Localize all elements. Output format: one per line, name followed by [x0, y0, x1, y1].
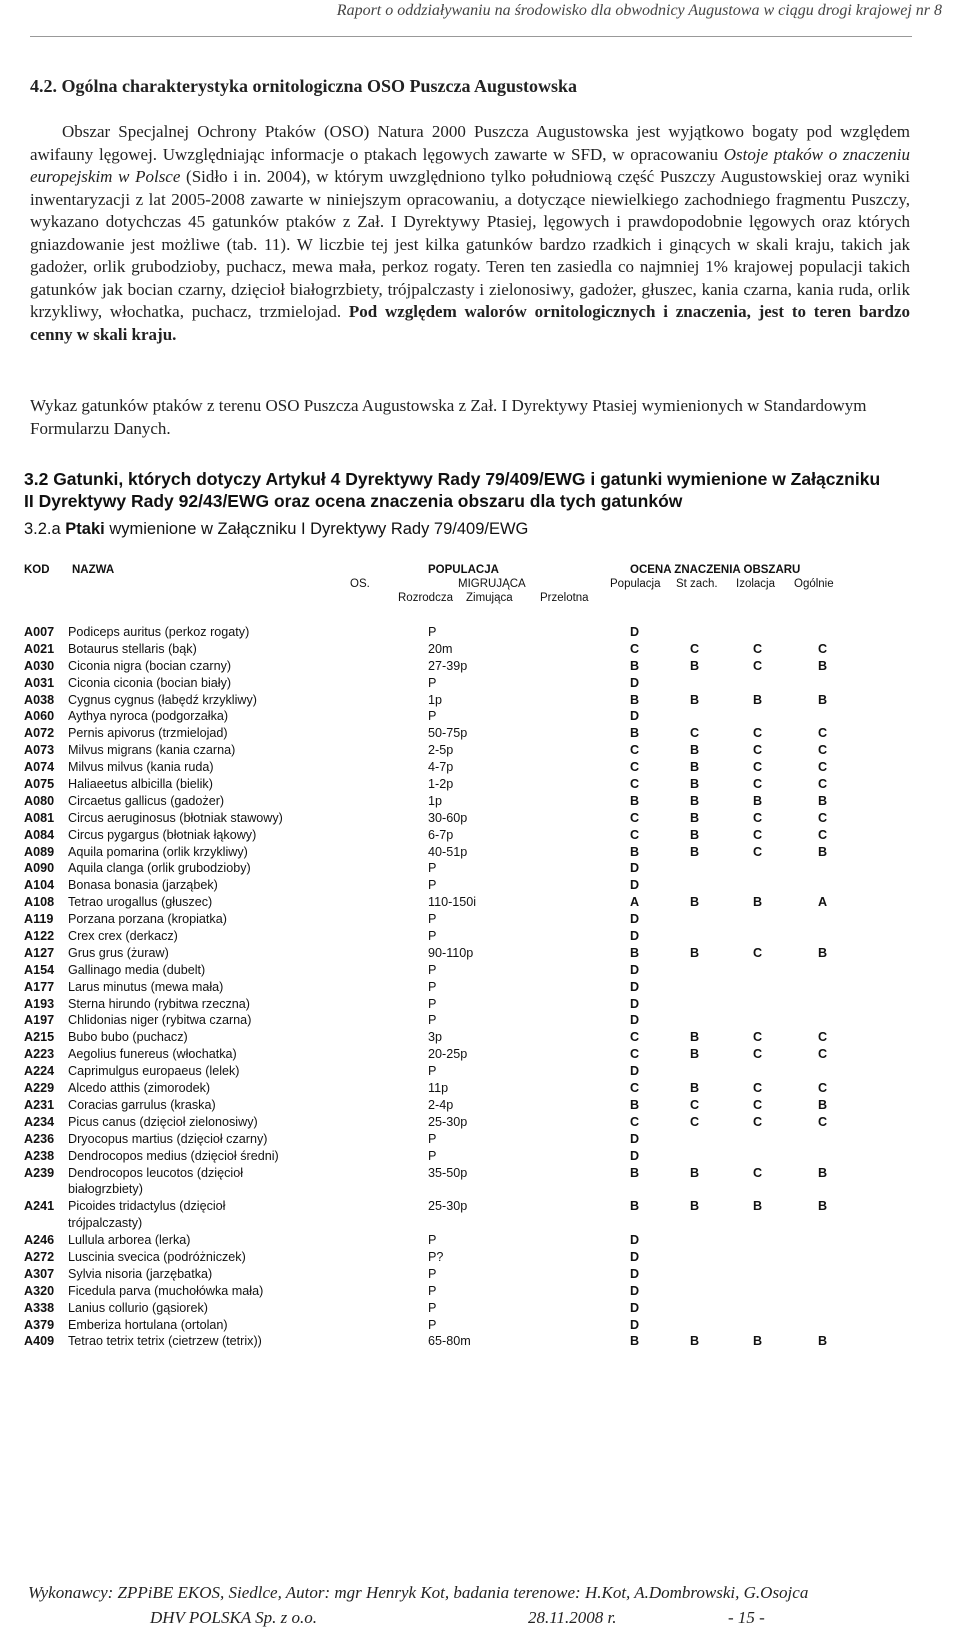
species-code: A075 [24, 777, 55, 792]
assessment-global: A [818, 895, 828, 910]
assessment-conservation: B [690, 1047, 700, 1062]
population-value: 1-2p [428, 777, 454, 792]
table-row [18, 1012, 914, 1029]
intro-text-a: Obszar Specjalnej Ochrony Ptaków (OSO) Natura 2000 Puszcza Augustowska jest wyjątkowo bogaty pod względem awifauny lęgowej. Uwzględniając informacje o ptakach lęgowych zawarte w SFD, w opracowaniu [30, 122, 910, 164]
assessment-isolation: C [753, 760, 763, 775]
assessment-global: C [818, 810, 828, 825]
assessment-conservation: B [690, 777, 700, 792]
assessment-isolation: C [753, 945, 763, 960]
assessment-population: D [630, 912, 640, 927]
species-code: A038 [24, 692, 55, 707]
species-code: A379 [24, 1317, 55, 1332]
assessment-global: B [818, 658, 828, 673]
population-value: P [428, 996, 437, 1011]
assessment-population: C [630, 760, 640, 775]
table-row [18, 1283, 914, 1300]
species-code: A073 [24, 743, 55, 758]
species-code: A074 [24, 760, 55, 775]
table-row [18, 979, 914, 996]
species-name: Ciconia ciconia (bocian biały) [68, 675, 232, 690]
assessment-population: D [630, 1300, 640, 1315]
species-name: Circaetus gallicus (gadożer) [68, 793, 225, 808]
col-header-o-ogolnie: Ogólnie [794, 578, 834, 590]
table-row [18, 1198, 914, 1232]
assessment-population: D [630, 878, 640, 893]
list-intro-paragraph: Wykaz gatunków ptaków z terenu OSO Puszcza Augustowska z Zał. I Dyrektywy Ptasiej wymienionych w Standardowym Formularzu Danych. [30, 396, 867, 438]
assessment-global: C [818, 726, 828, 741]
species-code: A154 [24, 962, 55, 977]
assessment-population: D [630, 1233, 640, 1248]
assessment-population: D [630, 962, 640, 977]
assessment-conservation: B [690, 810, 700, 825]
population-value: P [428, 1283, 437, 1298]
assessment-global: B [818, 1334, 828, 1349]
col-header-o-izolacja: Izolacja [736, 578, 775, 590]
population-value: P [428, 878, 437, 893]
assessment-conservation: B [690, 658, 700, 673]
assessment-isolation: C [753, 844, 763, 859]
table-row [18, 894, 914, 911]
assessment-conservation: B [690, 1081, 700, 1096]
table-row [18, 725, 914, 742]
population-value: 2-4p [428, 1097, 454, 1112]
species-code: A122 [24, 929, 55, 944]
species-code: A031 [24, 675, 55, 690]
species-name: Bonasa bonasia (jarząbek) [68, 878, 218, 893]
footer-page-number: - 15 - [728, 1608, 765, 1627]
assessment-population: B [630, 726, 640, 741]
table-row [18, 793, 914, 810]
population-value: 6-7p [428, 827, 454, 842]
assessment-population: C [630, 1030, 640, 1045]
assessment-conservation: B [690, 844, 700, 859]
population-value: P [428, 912, 437, 927]
assessment-population: D [630, 709, 640, 724]
species-name: Coracias garrulus (kraska) [68, 1097, 216, 1112]
population-value: P [428, 1131, 437, 1146]
species-code: A108 [24, 895, 55, 910]
species-name: Porzana porzana (kropiatka) [68, 912, 227, 927]
assessment-isolation: C [753, 827, 763, 842]
assessment-population: B [630, 692, 640, 707]
assessment-population: D [630, 1249, 640, 1264]
population-value: 2-5p [428, 743, 454, 758]
assessment-isolation: C [753, 1081, 763, 1096]
assessment-global: C [818, 641, 828, 656]
species-name: Aquila pomarina (orlik krzykliwy) [68, 844, 248, 859]
col-header-przelotna: Przelotna [540, 592, 589, 604]
species-name: Larus minutus (mewa mała) [68, 979, 224, 994]
col-header-o-populacja: Populacja [610, 578, 661, 590]
table-row [18, 1097, 914, 1114]
table-row [18, 1232, 914, 1249]
population-value: P [428, 709, 437, 724]
assessment-population: C [630, 1081, 640, 1096]
assessment-population: D [630, 1283, 640, 1298]
species-code: A307 [24, 1266, 55, 1281]
species-code: A060 [24, 709, 55, 724]
assessment-population: B [630, 793, 640, 808]
species-name: Picus canus (dzięcioł zielonosiwy) [68, 1114, 258, 1129]
population-value: 110-150i [428, 895, 477, 910]
assessment-isolation: C [753, 810, 763, 825]
population-value: P [428, 1148, 437, 1163]
table-row [18, 658, 914, 675]
species-code: A089 [24, 844, 55, 859]
species-name: Dendrocopos leucotos (dzięcioł białogrzbiety) [68, 1165, 244, 1197]
col-header-os: OS. [350, 578, 370, 590]
assessment-isolation: C [753, 658, 763, 673]
footer-authors: Wykonawcy: ZPPiBE EKOS, Siedlce, Autor: mgr Henryk Kot, badania terenowe: H.Kot, A.Dombrowski, G.Osojca [28, 1583, 809, 1602]
table-row [18, 1148, 914, 1165]
col-header-kod: KOD [24, 564, 50, 576]
assessment-population: D [630, 1064, 640, 1079]
species-code: A177 [24, 979, 55, 994]
assessment-isolation: B [753, 895, 763, 910]
table-row [18, 1300, 914, 1317]
species-code: A238 [24, 1148, 55, 1163]
table-row [18, 708, 914, 725]
assessment-global: B [818, 1097, 828, 1112]
population-value: P [428, 1064, 437, 1079]
col-header-migrujaca: MIGRUJĄCA [458, 578, 526, 590]
assessment-global: C [818, 827, 828, 842]
species-name: Grus grus (żuraw) [68, 945, 169, 960]
assessment-conservation: B [690, 760, 700, 775]
assessment-population: D [630, 1317, 640, 1332]
assessment-conservation: B [690, 692, 700, 707]
species-name: Haliaeetus albicilla (bielik) [68, 777, 213, 792]
assessment-isolation: C [753, 1165, 763, 1180]
table-row [18, 759, 914, 776]
species-name: Pernis apivorus (trzmielojad) [68, 726, 228, 741]
population-value: 35-50p [428, 1165, 468, 1180]
species-name: Sylvia nisoria (jarzębatka) [68, 1266, 213, 1281]
population-value: 11p [428, 1081, 449, 1096]
intro-paragraph [30, 121, 910, 346]
table-row [18, 945, 914, 962]
intro-text-title: Ostoje ptaków o znaczeniu europejskim w Polsce [30, 144, 910, 186]
population-value: 30-60p [428, 810, 468, 825]
assessment-population: D [630, 979, 640, 994]
assessment-population: C [630, 743, 640, 758]
species-name: Botaurus stellaris (bąk) [68, 641, 197, 656]
species-name: Gallinago media (dubelt) [68, 962, 206, 977]
assessment-conservation: B [690, 827, 700, 842]
assessment-isolation: C [753, 1097, 763, 1112]
species-code: A081 [24, 810, 55, 825]
species-name: Lanius collurio (gąsiorek) [68, 1300, 208, 1315]
assessment-population: D [630, 1013, 640, 1028]
table-row [18, 911, 914, 928]
page-header: Raport o oddziaływaniu na środowisko dla obwodnicy Augustowa w ciągu drogi krajowej nr 8 [336, 2, 942, 19]
assessment-conservation: B [690, 1030, 700, 1045]
species-name: Dendrocopos medius (dzięcioł średni) [68, 1148, 279, 1163]
species-code: A234 [24, 1114, 55, 1129]
species-code: A241 [24, 1199, 55, 1214]
species-name: Aegolius funereus (włochatka) [68, 1047, 237, 1062]
section-title: 4.2. Ogólna charakterystyka ornitologiczna OSO Puszcza Augustowska [30, 76, 578, 96]
assessment-global: B [818, 844, 828, 859]
population-value: P [428, 979, 437, 994]
assessment-population: B [630, 1097, 640, 1112]
table-row [18, 827, 914, 844]
table-row [18, 692, 914, 709]
assessment-conservation: B [690, 1334, 700, 1349]
species-name: Dryocopus martius (dzięcioł czarny) [68, 1131, 268, 1146]
population-value: 40-51p [428, 844, 468, 859]
footer-company: DHV POLSKA Sp. z o.o. [150, 1608, 318, 1627]
species-name: Circus pygargus (błotniak łąkowy) [68, 827, 257, 842]
species-name: Circus aeruginosus (błotniak stawowy) [68, 810, 283, 825]
assessment-population: B [630, 1165, 640, 1180]
assessment-isolation: C [753, 1114, 763, 1129]
header-divider [30, 36, 912, 37]
population-value: 27-39p [428, 658, 468, 673]
table-row [18, 928, 914, 945]
table-row [18, 810, 914, 827]
scanned-species-table [18, 450, 914, 1435]
assessment-global: C [818, 760, 828, 775]
table-row [18, 742, 914, 759]
species-name: Ciconia nigra (bocian czarny) [68, 658, 232, 673]
population-value: 1p [428, 692, 443, 707]
population-value: P [428, 929, 437, 944]
population-value: 25-30p [428, 1114, 468, 1129]
assessment-population: D [630, 1266, 640, 1281]
assessment-isolation: C [753, 743, 763, 758]
species-code: A409 [24, 1334, 55, 1349]
species-code: A223 [24, 1047, 55, 1062]
table-row [18, 996, 914, 1013]
assessment-global: C [818, 1047, 828, 1062]
assessment-global: B [818, 692, 828, 707]
species-name: Sterna hirundo (rybitwa rzeczna) [68, 996, 250, 1011]
population-value: 50-75p [428, 726, 468, 741]
species-name: Milvus milvus (kania ruda) [68, 760, 214, 775]
assessment-global: C [818, 1030, 828, 1045]
population-value: P [428, 1233, 437, 1248]
population-value: P [428, 1266, 437, 1281]
assessment-global: B [818, 945, 828, 960]
species-name: Emberiza hortulana (ortolan) [68, 1317, 228, 1332]
assessment-conservation: B [690, 895, 700, 910]
assessment-global: B [818, 1165, 828, 1180]
intro-text-c: (Sidło i in. 2004), w którym uwzględniono tylko południową część Puszczy Augustowskiej oraz wyniki inwentaryzacji z lat 2005-2008 zawarte w niniejszym opracowaniu, a dotyczące niewielkiego zachodniego fragmentu Puszczy, wykazano dotychczas 45 gatunków ptaków z Zał. I Dyrektywy Ptasiej, lęgowych i prawdopodobnie lęgowych oraz których gniazdowanie jest możliwe (tab. 11). W liczbie tej jest kilka gatunków bardzo rzadkich i ginących w skali kraju, takich jak gadożer, orlik grubodzioby, puchacz, mewa mała, perkoz rogaty. Teren ten zasiedla co najmniej 1% krajowej populacji takich gatunków jak bocian czarny, dzięcioł białogrzbiety, trójpalczasty i zielonosiwy, gadożer, głuszec, kania czarna, kania ruda, orlik krzykliwy, włochatka, puchacz, trzmielojad. [30, 167, 910, 321]
col-header-zimujaca: Zimująca [466, 592, 513, 604]
assessment-population: C [630, 827, 640, 842]
assessment-isolation: B [753, 1199, 763, 1214]
species-name: Cygnus cygnus (łabędź krzykliwy) [68, 692, 257, 707]
assessment-population: C [630, 810, 640, 825]
population-value: P [428, 861, 437, 876]
assessment-population: D [630, 929, 640, 944]
population-value: P [428, 1013, 437, 1028]
table-section-title: 3.2 Gatunki, których dotyczy Artykuł 4 Dyrektywy Rady 79/409/EWG i gatunki wymienione w Załączniku II Dyrektywy Rady 92/43/EWG oraz ocena znaczenia obszaru dla tych gatunków [24, 469, 881, 511]
species-code: A236 [24, 1131, 55, 1146]
species-code: A127 [24, 945, 55, 960]
assessment-conservation: B [690, 1199, 700, 1214]
species-code: A215 [24, 1030, 55, 1045]
species-name: Ficedula parva (muchołówka mała) [68, 1283, 264, 1298]
table-row [18, 1266, 914, 1283]
species-name: Tetrao urogallus (głuszec) [68, 895, 213, 910]
assessment-population: C [630, 1047, 640, 1062]
species-name: Milvus migrans (kania czarna) [68, 743, 236, 758]
assessment-conservation: C [690, 726, 700, 741]
table-row [18, 1165, 914, 1199]
assessment-global: C [818, 1081, 828, 1096]
population-value: P [428, 1317, 437, 1332]
table-row [18, 844, 914, 861]
assessment-population: C [630, 641, 640, 656]
table-row [18, 1333, 914, 1350]
assessment-population: B [630, 844, 640, 859]
assessment-conservation: C [690, 1114, 700, 1129]
assessment-global: C [818, 1114, 828, 1129]
population-value: P? [428, 1249, 444, 1264]
population-value: P [428, 675, 437, 690]
assessment-population: D [630, 625, 640, 639]
assessment-population: C [630, 777, 640, 792]
species-code: A072 [24, 726, 55, 741]
table-row [18, 1114, 914, 1131]
assessment-global: C [818, 777, 828, 792]
table-row [18, 624, 914, 641]
species-name: Podiceps auritus (perkoz rogaty) [68, 625, 250, 639]
table-subtitle: 3.2.a Ptaki wymienione w Załączniku I Dyrektywy Rady 79/409/EWG [24, 520, 529, 538]
population-value: 90-110p [428, 945, 474, 960]
assessment-global: C [818, 743, 828, 758]
species-code: A231 [24, 1097, 55, 1112]
assessment-population: D [630, 1148, 640, 1163]
intro-text-conclusion: Pod względem walorów ornitologicznych i znaczenia, jest to teren bardzo cenny w skali kraju. [30, 302, 910, 344]
species-code: A080 [24, 793, 55, 808]
species-code: A030 [24, 658, 55, 673]
assessment-population: A [630, 895, 640, 910]
assessment-conservation: C [690, 641, 700, 656]
assessment-conservation: B [690, 945, 700, 960]
population-value: P [428, 1300, 437, 1315]
table-row [18, 1249, 914, 1266]
species-name: Tetrao tetrix tetrix (cietrzew (tetrix)) [68, 1334, 262, 1349]
species-code: A104 [24, 878, 55, 893]
col-header-rozrodcza: Rozrodcza [398, 592, 453, 604]
assessment-isolation: C [753, 1047, 763, 1062]
population-value: 1p [428, 793, 443, 808]
species-code: A272 [24, 1249, 55, 1264]
species-code: A320 [24, 1283, 55, 1298]
table-row [18, 776, 914, 793]
assessment-isolation: C [753, 1030, 763, 1045]
species-code: A090 [24, 861, 55, 876]
species-code: A338 [24, 1300, 55, 1315]
col-header-ocena: OCENA ZNACZENIA OBSZARU [630, 564, 801, 576]
species-code: A239 [24, 1165, 55, 1180]
population-value: 3p [428, 1030, 443, 1045]
table-row [18, 877, 914, 894]
assessment-population: D [630, 996, 640, 1011]
population-value: P [428, 962, 437, 977]
table-row [18, 962, 914, 979]
table-row [18, 1063, 914, 1080]
table-row [18, 860, 914, 877]
assessment-population: B [630, 945, 640, 960]
species-name: Caprimulgus europaeus (lelek) [68, 1064, 240, 1079]
species-name: Alcedo atthis (zimorodek) [68, 1081, 211, 1096]
population-value: 25-30p [428, 1199, 468, 1214]
table-row [18, 675, 914, 692]
species-name: Lullula arborea (lerka) [68, 1233, 191, 1248]
species-code: A246 [24, 1233, 55, 1248]
assessment-population: B [630, 658, 640, 673]
assessment-isolation: B [753, 793, 763, 808]
population-value: 4-7p [428, 760, 454, 775]
population-value: 65-80m [428, 1334, 471, 1349]
table-row [18, 1317, 914, 1334]
assessment-conservation: C [690, 1097, 700, 1112]
population-value: 20-25p [428, 1047, 468, 1062]
population-value: P [428, 625, 437, 639]
species-name: Aquila clanga (orlik grubodzioby) [68, 861, 251, 876]
population-value: 20m [428, 641, 453, 656]
footer-date: 28.11.2008 r. [528, 1608, 617, 1627]
assessment-population: D [630, 1131, 640, 1146]
assessment-conservation: B [690, 793, 700, 808]
col-header-populacja: POPULACJA [428, 564, 499, 576]
table-row [18, 1131, 914, 1148]
species-code: A007 [24, 625, 55, 639]
assessment-isolation: C [753, 726, 763, 741]
col-header-nazwa: NAZWA [72, 564, 115, 576]
table-row [18, 1046, 914, 1063]
assessment-isolation: C [753, 777, 763, 792]
species-name: Picoides tridactylus (dzięcioł trójpalczasty) [68, 1199, 226, 1231]
assessment-conservation: B [690, 743, 700, 758]
table-row [18, 641, 914, 658]
assessment-global: B [818, 1199, 828, 1214]
species-name: Bubo bubo (puchacz) [68, 1030, 188, 1045]
assessment-conservation: B [690, 1165, 700, 1180]
species-code: A193 [24, 996, 55, 1011]
assessment-global: B [818, 793, 828, 808]
assessment-population: D [630, 861, 640, 876]
species-name: Luscinia svecica (podróżniczek) [68, 1249, 246, 1264]
assessment-isolation: C [753, 641, 763, 656]
species-code: A119 [24, 912, 54, 927]
assessment-population: B [630, 1334, 640, 1349]
species-name: Aythya nyroca (podgorzałka) [68, 709, 229, 724]
species-code: A084 [24, 827, 55, 842]
species-code: A197 [24, 1013, 55, 1028]
species-name: Crex crex (derkacz) [68, 929, 178, 944]
species-code: A224 [24, 1064, 55, 1079]
species-code: A229 [24, 1081, 55, 1096]
assessment-isolation: B [753, 692, 763, 707]
assessment-population: D [630, 675, 640, 690]
table-row [18, 1080, 914, 1097]
assessment-population: B [630, 1199, 640, 1214]
col-header-o-st-zach: St zach. [676, 578, 718, 590]
table-row [18, 1029, 914, 1046]
species-rows [18, 624, 914, 1350]
species-code: A021 [24, 641, 55, 656]
species-name: Chlidonias niger (rybitwa czarna) [68, 1013, 252, 1028]
assessment-isolation: B [753, 1334, 763, 1349]
assessment-population: C [630, 1114, 640, 1129]
